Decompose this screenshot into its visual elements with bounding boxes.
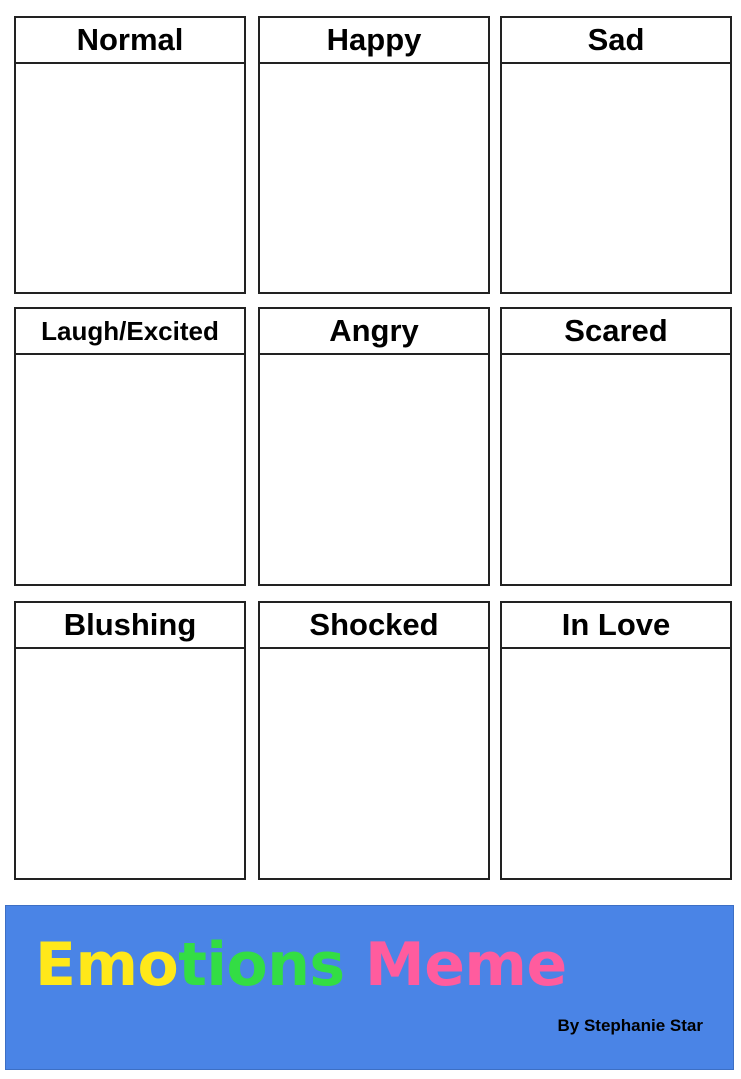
drawing-area xyxy=(260,64,488,292)
drawing-area xyxy=(16,649,244,878)
title-part-tions: tions xyxy=(178,930,345,1000)
drawing-area xyxy=(16,355,244,584)
drawing-area xyxy=(260,355,488,584)
panel-label: In Love xyxy=(502,603,730,649)
title-banner xyxy=(5,905,734,1070)
drawing-area xyxy=(16,64,244,292)
panel-shocked xyxy=(258,601,490,880)
panel-laugh-excited xyxy=(14,307,246,586)
panel-label: Shocked xyxy=(260,603,488,649)
panel-normal xyxy=(14,16,246,294)
panel-blushing xyxy=(14,601,246,880)
panel-sad xyxy=(500,16,732,294)
drawing-area xyxy=(502,649,730,878)
panel-label: Happy xyxy=(260,18,488,64)
title-part-emo: Emo xyxy=(35,930,179,1000)
panel-label: Normal xyxy=(16,18,244,64)
panel-happy xyxy=(258,16,490,294)
drawing-area xyxy=(260,649,488,878)
panel-label: Sad xyxy=(502,18,730,64)
drawing-area xyxy=(502,355,730,584)
panel-angry xyxy=(258,307,490,586)
panel-in-love xyxy=(500,601,732,880)
panel-label: Blushing xyxy=(16,603,244,649)
drawing-area xyxy=(502,64,730,292)
panel-label: Angry xyxy=(260,309,488,355)
title-part-meme: Meme xyxy=(344,930,567,1000)
banner-title xyxy=(35,926,567,1004)
panel-label: Scared xyxy=(502,309,730,355)
panel-scared xyxy=(500,307,732,586)
banner-credit: By Stephanie Star xyxy=(557,1016,703,1035)
panel-label: Laugh/Excited xyxy=(16,309,244,355)
